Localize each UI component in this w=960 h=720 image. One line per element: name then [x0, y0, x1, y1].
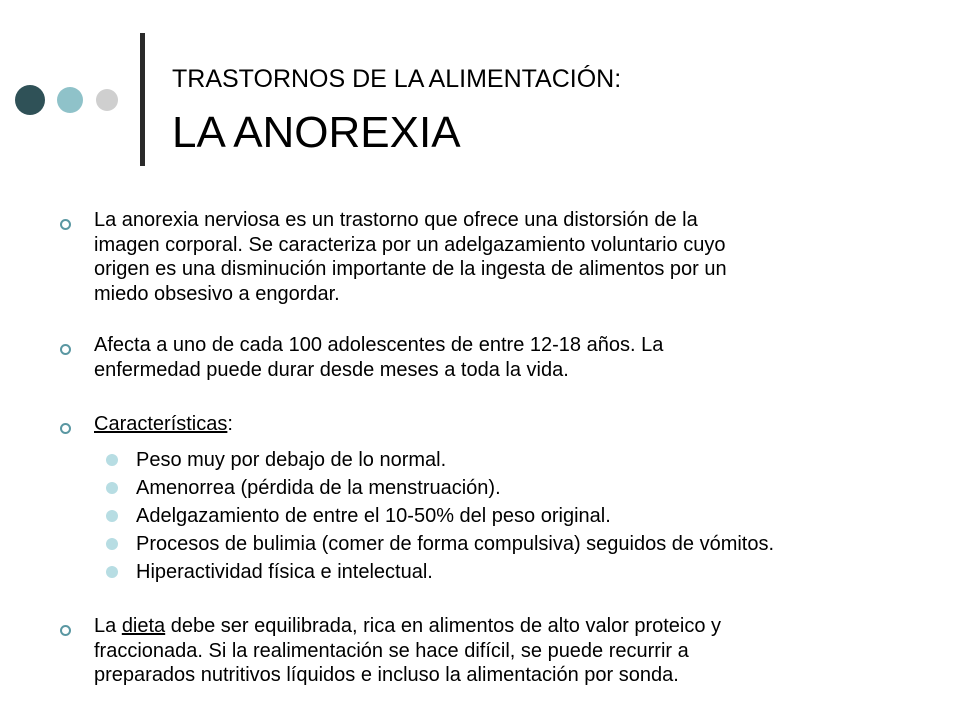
- text-line: fraccionada. Si la realimentación se hace difícil, se puede recurrir a: [94, 639, 689, 662]
- characteristic-item: Adelgazamiento de entre el 10-50% del peso original.: [136, 505, 611, 527]
- characteristics-label: Características: [94, 413, 228, 435]
- diet-intro: La: [94, 615, 122, 637]
- paragraph-characteristics: [94, 412, 914, 437]
- diet-text: debe ser equilibrada, rica en alimentos de alto valor proteico y: [165, 615, 722, 637]
- sub-bullet-marker: [106, 454, 118, 466]
- sub-bullet-marker: [106, 510, 118, 522]
- text-line: [94, 614, 914, 639]
- sub-bullet-marker: [106, 482, 118, 494]
- text-line: Afecta a uno de cada 100 adolescentes de entre 12-18 años. La: [94, 334, 664, 356]
- paragraph-diet: [94, 614, 914, 688]
- bullet-marker: [60, 423, 71, 434]
- characteristic-item: Procesos de bulimia (comer de forma compulsiva) seguidos de vómitos.: [136, 533, 775, 555]
- paragraph-prevalence: [94, 333, 914, 382]
- diet-link[interactable]: dieta: [121, 615, 166, 637]
- slide-subtitle: TRASTORNOS DE LA ALIMENTACIÓN:: [172, 65, 622, 93]
- sub-bullet-marker: [106, 566, 118, 578]
- text-line: enfermedad puede durar desde meses a toda la vida.: [94, 358, 569, 381]
- text-line: origen es una disminución importante de la ingesta de alimentos por un: [94, 258, 727, 280]
- paragraph-definition: [94, 208, 914, 306]
- text-line: preparados nutritivos líquidos e incluso la alimentación por sonda.: [94, 664, 679, 686]
- characteristic-item: Hiperactividad física e intelectual.: [136, 561, 433, 583]
- decorative-dot-teal: [57, 87, 83, 113]
- bullet-marker: [60, 344, 71, 355]
- title-divider-bar: [140, 33, 145, 166]
- decorative-dot-gray: [96, 89, 118, 111]
- bullet-marker: [60, 625, 71, 636]
- text-line: La anorexia nerviosa es un trastorno que ofrece una distorsión de la: [94, 209, 698, 231]
- sub-bullet-marker: [106, 538, 118, 550]
- characteristic-item: Peso muy por debajo de lo normal.: [136, 449, 447, 471]
- characteristics-colon: :: [227, 413, 233, 435]
- bullet-marker: [60, 219, 71, 230]
- characteristic-item: Amenorrea (pérdida de la menstruación).: [136, 477, 501, 499]
- slide-title: LA ANOREXIA: [172, 108, 461, 157]
- text-line: miedo obsesivo a engordar.: [94, 282, 340, 305]
- text-line: imagen corporal. Se caracteriza por un adelgazamiento voluntario cuyo: [94, 233, 726, 256]
- decorative-dot-dark: [15, 85, 45, 115]
